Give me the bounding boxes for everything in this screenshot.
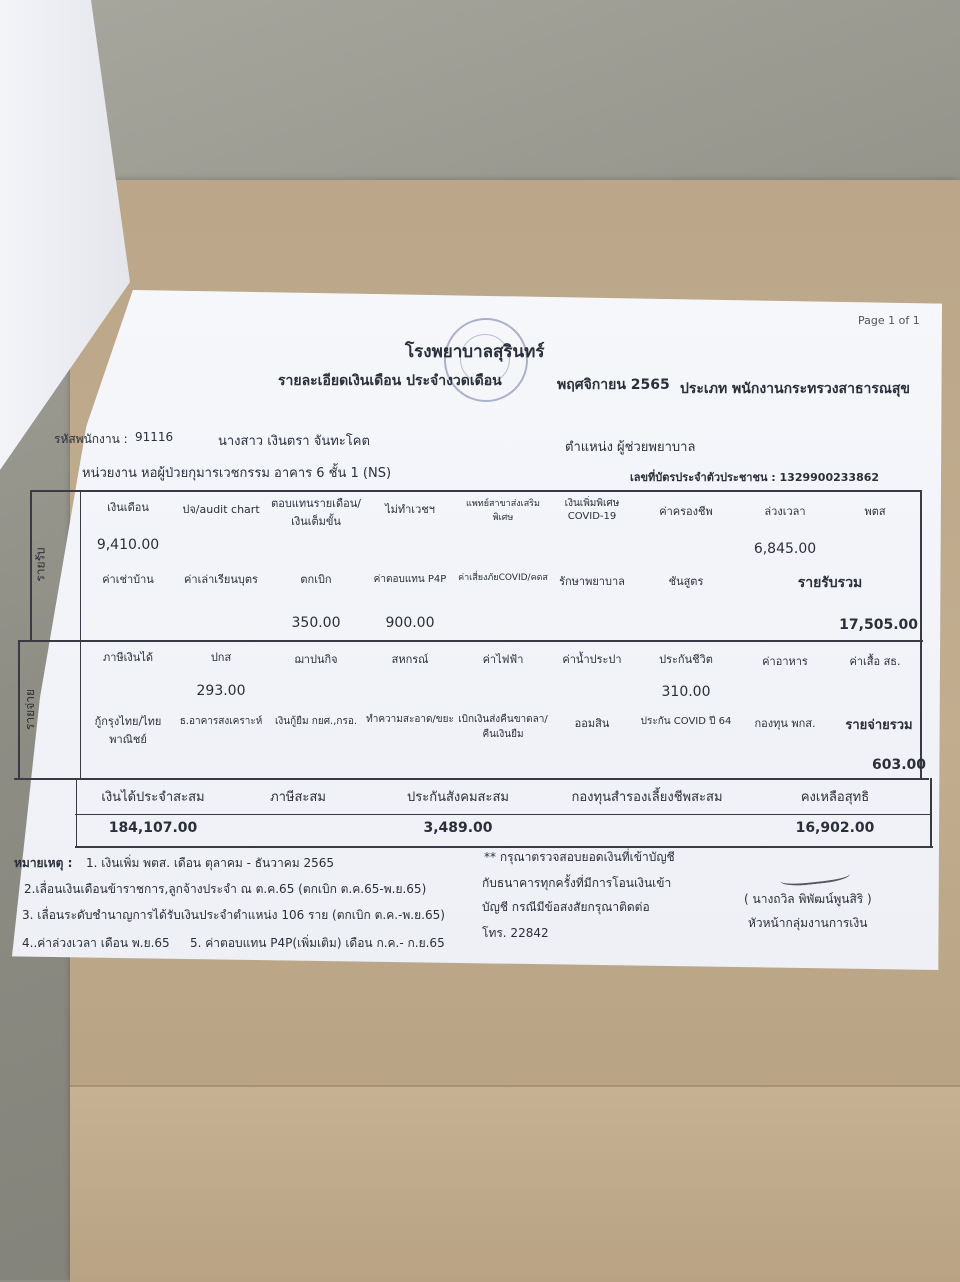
income-header-rent: ค่าเช่าบ้าน bbox=[102, 573, 154, 586]
employee-id: 91116 bbox=[135, 430, 174, 444]
deduction-header-funeral: ฌาปนกิจ bbox=[294, 653, 338, 666]
deduction-value-life-insurance: 310.00 bbox=[661, 684, 711, 700]
employee-name: นางสาว เงินตรา จันทะโคต bbox=[218, 434, 370, 449]
summary-header-social-security: ประกันสังคมสะสม bbox=[407, 790, 509, 805]
deduction-value-social-security: 293.00 bbox=[196, 683, 246, 699]
income-value-p4p: 900.00 bbox=[385, 615, 435, 631]
hospital-name: โรงพยาบาลสุรินทร์ bbox=[405, 342, 545, 362]
income-value-backpay: 350.00 bbox=[291, 615, 341, 631]
check-line-1: ** กรุณาตรวจสอบยอดเงินที่เข้าบัญชี bbox=[484, 850, 675, 864]
summary-header-provident-fund: กองทุนสำรองเลี้ยงชีพสะสม bbox=[571, 790, 723, 805]
income-header-tuition: ค่าเล่าเรียนบุตร bbox=[184, 573, 258, 586]
deduction-header-tax: ภาษีเงินได้ bbox=[102, 651, 153, 664]
slip-month: พฤศจิกายน 2565 bbox=[557, 377, 670, 393]
income-header-audit: ปจ/audit chart bbox=[182, 503, 260, 516]
check-line-3: บัญชี กรณีมีข้อสงสัยกรุณาติดต่อ bbox=[482, 900, 650, 914]
slip-title: รายละเอียดเงินเดือน ประจำงวดเดือน bbox=[278, 373, 502, 389]
income-header-nonpractice: ไม่ทำเวชฯ bbox=[385, 503, 435, 516]
deduction-header-student-loan: เงินกู้ยืม กยศ.,กรอ. bbox=[274, 716, 358, 727]
citizen-id: เลขที่บัตรประจำตัวประชาชน : 1329900233862 bbox=[630, 471, 880, 484]
employee-type: ประเภท พนักงานกระทรวงสาธารณสุข bbox=[680, 381, 910, 397]
note-line-5: 5. ค่าตอบแทน P4P(เพิ่มเติม) เดือน ก.ค.- ก.ย.65 bbox=[190, 936, 445, 950]
signer-title: หัวหน้ากลุ่มงานการเงิน bbox=[748, 916, 868, 930]
income-header-overtime: ล่วงเวลา bbox=[764, 505, 806, 518]
income-value-salary: 9,410.00 bbox=[96, 537, 160, 553]
note-line-2: 2.เลื่อนเงินเดือนข้าราชการ,ลูกจ้างประจำ ณ ต.ค.65 (ตกเบิก ต.ค.65-พ.ย.65) bbox=[24, 882, 427, 896]
summary-header-income: เงินได้ประจำสะสม bbox=[101, 790, 205, 805]
deduction-header-cleaning: ทำความสะอาด/ขยะ bbox=[366, 714, 454, 725]
income-section-label: รายรับ bbox=[33, 547, 48, 582]
deduction-total-label: รายจ่ายรวม bbox=[845, 718, 913, 733]
income-value-overtime: 6,845.00 bbox=[753, 541, 817, 557]
employee-position: ตำแหน่ง ผู้ช่วยพยาบาล bbox=[565, 440, 696, 455]
income-header-medical: รักษาพยาบาล bbox=[559, 575, 625, 588]
deduction-header-ghb: ธ.อาคารสงเคราะห์ bbox=[179, 716, 263, 727]
deduction-header-food: ค่าอาหาร bbox=[762, 655, 808, 668]
income-header-living: ค่าครองชีพ bbox=[659, 505, 713, 518]
summary-header-net: คงเหลือสุทธิ bbox=[800, 790, 870, 805]
deduction-header-gsb: ออมสิน bbox=[574, 717, 610, 730]
income-total: 17,505.00 bbox=[839, 617, 918, 633]
income-header-special-doctor: แพทย์สาขาส่งเสริมพิเศษ bbox=[466, 499, 540, 523]
deduction-header-refund: เบิกเงินส่งคืนขาดลา/คืนเงินยืม bbox=[458, 714, 548, 740]
deduction-header-water: ค่าน้ำประปา bbox=[562, 653, 622, 666]
deduction-header-ktb-scb: กู้กรุงไทย/ไทยพาณิชย์ bbox=[94, 715, 162, 746]
employee-unit: หน่วยงาน หอผู้ป่วยกุมารเวชกรรม อาคาร 6 ชั้น 1 (NS) bbox=[82, 466, 392, 481]
deduction-header-electricity: ค่าไฟฟ้า bbox=[482, 653, 524, 666]
income-header-autopsy: ชันสูตร bbox=[668, 575, 704, 588]
signature-icon bbox=[779, 864, 850, 887]
income-header-backpay: ตกเบิก bbox=[300, 573, 332, 586]
summary-value-net: 16,902.00 bbox=[795, 820, 875, 836]
income-header-covid-risk: ค่าเสี่ยงภัยCOVID/คดส bbox=[458, 573, 548, 583]
notes-label: หมายเหตุ : bbox=[14, 856, 73, 870]
deduction-header-covid-insurance: ประกัน COVID ปี 64 bbox=[640, 716, 732, 727]
deduction-header-pks-fund: กองทุน พกส. bbox=[754, 717, 816, 730]
deduction-header-coop: สหกรณ์ bbox=[391, 653, 429, 666]
income-header-monthly: ตอบแทนรายเดือน/เงินเต็มขั้น bbox=[271, 497, 361, 528]
summary-value-income: 184,107.00 bbox=[108, 820, 198, 836]
income-header-pts: พตส bbox=[864, 505, 886, 518]
page-number: Page 1 of 1 bbox=[858, 314, 920, 327]
note-line-4: 4..ค่าล่วงเวลา เดือน พ.ย.65 bbox=[22, 936, 170, 950]
deduction-header-uniform: ค่าเสื้อ สธ. bbox=[849, 655, 901, 668]
income-header-p4p: ค่าตอบแทน P4P bbox=[373, 574, 447, 585]
check-line-2: กับธนาคารทุกครั้งที่มีการโอนเงินเข้า bbox=[482, 876, 672, 890]
income-total-label: รายรับรวม bbox=[797, 575, 863, 591]
deduction-section-label: รายจ่าย bbox=[23, 688, 38, 731]
deduction-header-social-security: ปกส bbox=[210, 651, 232, 664]
deduction-total: 603.00 bbox=[871, 757, 926, 773]
income-header-covid: เงินเพิ่มพิเศษ COVID-19 bbox=[564, 498, 620, 522]
note-line-3: 3. เลื่อนระดับชำนาญการได้รับเงินประจำตำแหน่ง 106 ราย (ตกเบิก ต.ค.-พ.ย.65) bbox=[22, 908, 445, 922]
note-line-1: 1. เงินเพิ่ม พตส. เดือน ตุลาคม - ธันวาคม 2565 bbox=[86, 856, 335, 870]
employee-id-label: รหัสพนักงาน : bbox=[54, 432, 128, 446]
summary-value-social-security: 3,489.00 bbox=[423, 820, 493, 836]
income-header-salary: เงินเดือน bbox=[107, 501, 149, 514]
check-line-4: โทร. 22842 bbox=[482, 926, 549, 940]
deduction-header-life-insurance: ประกันชีวิต bbox=[659, 653, 713, 666]
signer-name: ( นางถวิล พิพัฒน์พูนสิริ ) bbox=[744, 892, 872, 906]
summary-header-tax: ภาษีสะสม bbox=[270, 790, 326, 805]
